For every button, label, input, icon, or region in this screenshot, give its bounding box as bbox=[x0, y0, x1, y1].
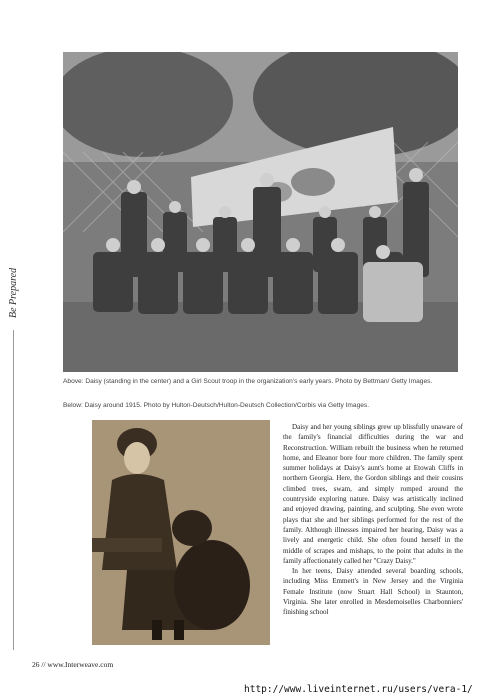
troop-group-photo bbox=[63, 52, 458, 372]
watermark-url: http://www.liveinternet.ru/users/vera-1/ bbox=[244, 684, 473, 695]
site-link[interactable]: www.Interweave.com bbox=[47, 660, 114, 669]
top-photo-caption: Above: Daisy (standing in the center) and a Girl Scout troop in the organization's early years. Photo by Bettman/ Getty Images. bbox=[63, 378, 433, 385]
running-head-side-label: Be Prepared bbox=[8, 267, 19, 318]
body-paragraph: Daisy and her young siblings grew up blissfully unaware of the family's financial difficulties during the war and Reconstruction. William rebuilt the business when he returned home, and Eleanor bore four more children. The family spent summer holidays at Daisy's aunt's home at Etowah Cliffs in northern Georgia. Here, the Gordon siblings and their cousins climbed trees, swam, and simply romped around the countryside exploring nature. Daisy was artistically inclined and enjoyed drawing, painting, and sculpting. She even wrote plays that she and her siblings performed for the rest of the family. Although illnesses impaired her hearing, Daisy was a lively and energetic child. She often found herself in the middle of scrapes and mishaps, to the point that adults in the family affectionately called her "Crazy Daisy." bbox=[283, 423, 463, 565]
page-footer bbox=[32, 660, 113, 669]
page-number: 26 bbox=[32, 660, 40, 669]
bottom-photo-caption: Below: Daisy around 1915. Photo by Hulton-Deutsch/Hulton-Deutsch Collection/Corbis via Getty Images. bbox=[63, 402, 370, 409]
footer-separator: // bbox=[41, 660, 46, 669]
side-rule-divider bbox=[13, 330, 14, 650]
body-paragraph: In her teens, Daisy attended several boarding schools, including Miss Emmett's in New Jersey and the Virginia Female Institute (now Stuart Hall School) in Staunton, Virginia. She later enrolled in Mesdemoiselles Charbonniers' finishing school bbox=[283, 567, 463, 617]
portrait-photo-with-dog bbox=[92, 420, 270, 645]
article-body-text bbox=[283, 422, 463, 618]
